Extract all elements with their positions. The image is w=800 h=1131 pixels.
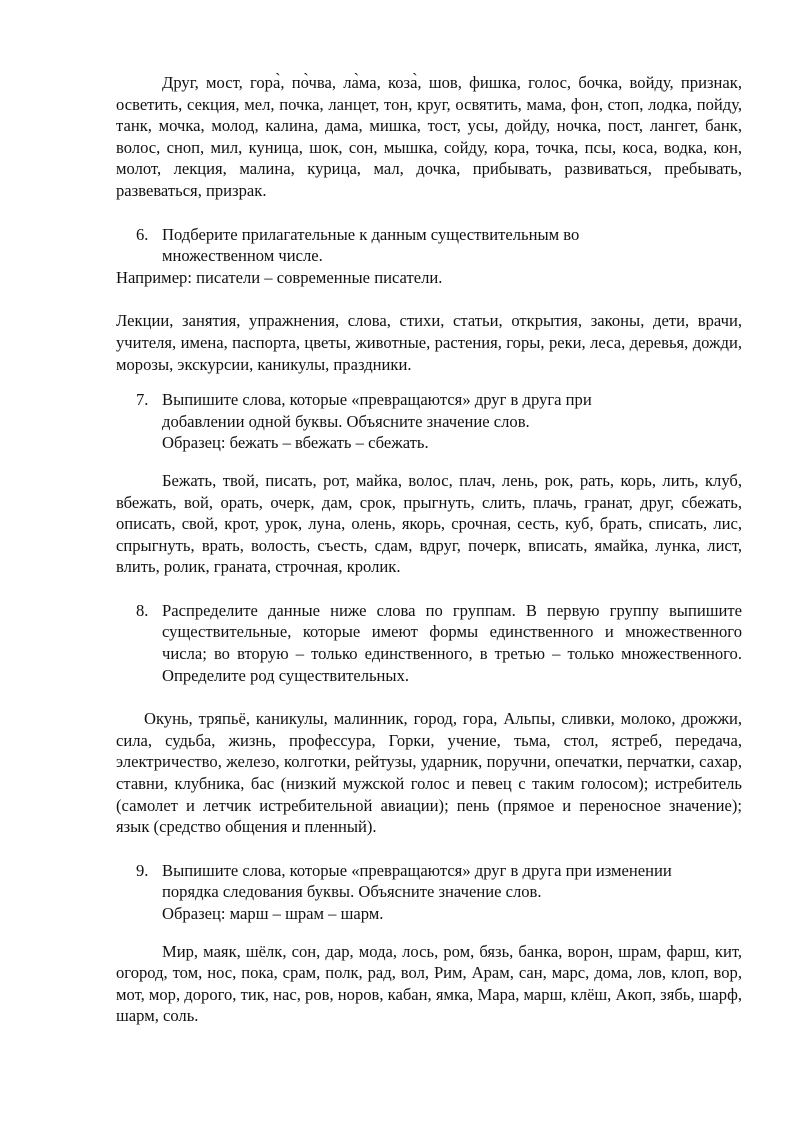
word-list-paragraph: Друг, мост, гора̀, по̀чва, ла̀ма, коза̀, шов, фишка, голос, бочка, войду, признак, осветить, секция, мел, почка, ланцет, тон, круг, освятить, мама, фон, стоп, лодка, пойду, танк, мочка, молод, калина, дама, мишка, тост, усы, дойду, ночка, пост, лангет, банк, волос, сноп, мил, куница, шок, сон, мышка, сойду, кора, точка, псы, коса, водка, кон, молот, лекция, малина, курица, мал, дочка, прибывать, развиваться, пребывать, развеваться, призрак. [116, 73, 742, 200]
task-sample: Образец: бежать – вбежать – сбежать. [162, 433, 429, 453]
task-number: 7. [136, 390, 149, 410]
task-word-list: Окунь, тряпьё, каникулы, малинник, город, гора, Альпы, сливки, молоко, дрожжи, сила, судьба, жизнь, профессура, Горки, учение, тьма, стол, ястреб, передача, электричество, железо, колготки, рейтузы, ударник, поручни, опечатки, перчатки, сахар, ставни, клубника, бас (низкий мужской голос и певец с таким голосом); истребитель (самолет и летчик истребительной авиации); пень (прямое и переносное значение); язык (средство общения и пленный). [116, 709, 742, 837]
spacer [116, 454, 742, 470]
task-8 [116, 600, 742, 686]
task-instruction: Выпишите слова, которые «превращаются» друг в друга при изменении порядка следования буквы. Объясните значение слов. [162, 860, 672, 902]
task-number: 6. [136, 224, 149, 244]
spacer [116, 288, 742, 310]
task-9 [116, 860, 742, 925]
task-example: Например: писатели – современные писатели. [116, 267, 443, 287]
task-6 [116, 224, 742, 267]
document-page [116, 72, 742, 1027]
spacer [116, 578, 742, 600]
task-instruction: Выпишите слова, которые «превращаются» друг в друга при добавлении одной буквы. Объясните значение слов. [162, 390, 592, 431]
task-7 [116, 389, 742, 454]
spacer [116, 375, 742, 389]
task-number: 9. [136, 860, 149, 880]
task-instruction: Распределите данные ниже слова по группам. В первую группу выпишите существительные, которые имеют формы единственного и множественного числа; во вторую – только единственного, в третью – только множественного. Определите род существительных. [162, 600, 742, 685]
spacer [116, 838, 742, 860]
task-word-list: Мир, маяк, шёлк, сон, дар, мода, лось, ром, бязь, банка, ворон, шрам, фарш, кит, огород, том, нос, пока, срам, полк, рад, вол, Рим, Арам, сан, марс, дома, лов, клоп, вор, мот, мор, дорого, тик, нас, ров, норов, кабан, ямка, Мара, марш, клёш, Акоп, зябь, шарф, шарм, соль. [116, 941, 742, 1026]
task-sample: Образец: марш – шрам – шарм. [162, 904, 384, 923]
spacer [116, 925, 742, 941]
task-instruction: Подберите прилагательные к данным существительным во множественном числе. [162, 224, 580, 266]
spacer [116, 686, 742, 708]
task-word-list: Лекции, занятия, упражнения, слова, стихи, статьи, открытия, законы, дети, врачи, учителя, имена, паспорта, цветы, животные, растения, горы, реки, леса, деревья, дожди, морозы, экскурсии, каникулы, праздники. [116, 311, 742, 374]
task-word-list: Бежать, твой, писать, рот, майка, волос, плач, лень, рок, рать, корь, лить, клуб, вбежать, вой, орать, очерк, дам, срок, прыгнуть, слить, плачь, гранат, друг, сбежать, описать, свой, крот, урок, луна, олень, якорь, срочная, сесть, куб, брать, списать, лис, спрыгнуть, врать, волость, съесть, сдам, вдруг, почерк, вписать, ямайка, лунка, лист, влить, ролик, граната, строчная, кролик. [116, 470, 742, 577]
spacer [116, 202, 742, 224]
task-number: 8. [136, 600, 149, 620]
